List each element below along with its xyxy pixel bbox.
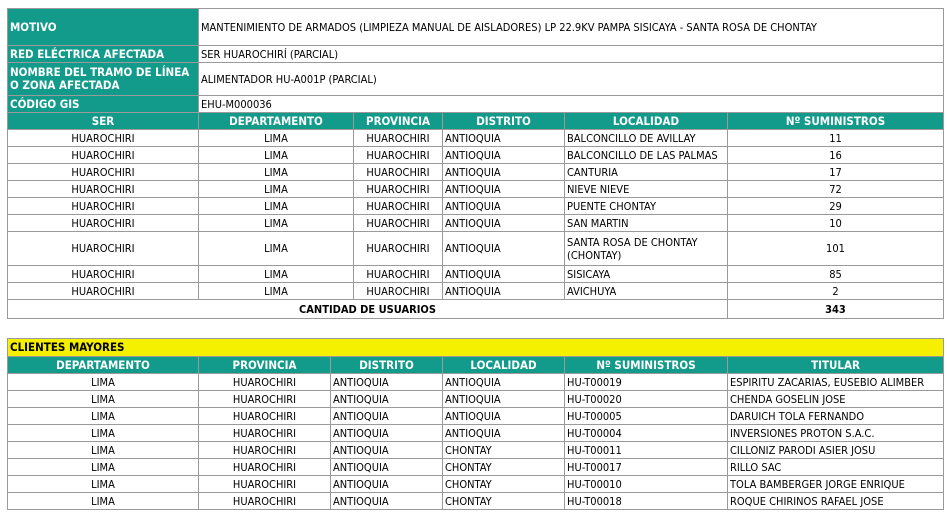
cell-titular: ROQUE CHIRINOS RAFAEL JOSE <box>728 493 944 510</box>
cell-localidad: CHONTAY <box>443 459 565 476</box>
total-label: CANTIDAD DE USUARIOS <box>8 300 728 319</box>
table-row <box>8 493 944 510</box>
table-row <box>8 198 944 215</box>
cell-provincia: HUAROCHIRI <box>199 408 331 425</box>
cell-departamento: LIMA <box>199 181 354 198</box>
cell-titular: CILLONIZ PARODI ASIER JOSU <box>728 442 944 459</box>
table-row <box>8 181 944 198</box>
cell-provincia: HUAROCHIRI <box>354 232 443 266</box>
cell-distrito: ANTIOQUIA <box>331 493 443 510</box>
cell-provincia: HUAROCHIRI <box>199 374 331 391</box>
cell-distrito: ANTIOQUIA <box>443 283 565 300</box>
col-header-suministros: Nº SUMINISTROS <box>565 357 728 374</box>
cell-provincia: HUAROCHIRI <box>354 198 443 215</box>
cell-provincia: HUAROCHIRI <box>199 459 331 476</box>
table-row <box>8 232 944 266</box>
cell-ser: HUAROCHIRI <box>8 232 199 266</box>
cell-distrito: ANTIOQUIA <box>443 147 565 164</box>
cell-titular: TOLA BAMBERGER JORGE ENRIQUE <box>728 476 944 493</box>
motivo-label: MOTIVO <box>8 9 199 46</box>
cell-suministros: HU-T00005 <box>565 408 728 425</box>
cell-distrito: ANTIOQUIA <box>443 232 565 266</box>
cell-suministros: 17 <box>728 164 944 181</box>
cell-localidad: ANTIOQUIA <box>443 374 565 391</box>
cell-distrito: ANTIOQUIA <box>443 181 565 198</box>
red-value: SER HUAROCHIRÍ (PARCIAL) <box>199 46 944 63</box>
cell-departamento: LIMA <box>8 442 199 459</box>
cell-departamento: LIMA <box>8 493 199 510</box>
cell-distrito: ANTIOQUIA <box>331 442 443 459</box>
col-header-provincia: PROVINCIA <box>199 357 331 374</box>
cell-suministros: HU-T00004 <box>565 425 728 442</box>
cell-localidad: AVICHUYA <box>565 283 728 300</box>
cell-departamento: LIMA <box>8 391 199 408</box>
cell-suministros: 72 <box>728 181 944 198</box>
table-row <box>8 130 944 147</box>
cell-departamento: LIMA <box>199 198 354 215</box>
gis-value: EHU-M000036 <box>199 96 944 113</box>
table-row <box>8 283 944 300</box>
tramo-value: ALIMENTADOR HU-A001P (PARCIAL) <box>199 63 944 96</box>
cell-provincia: HUAROCHIRI <box>354 164 443 181</box>
cell-provincia: HUAROCHIRI <box>354 266 443 283</box>
total-row <box>8 300 944 319</box>
cell-provincia: HUAROCHIRI <box>199 442 331 459</box>
cell-suministros: 10 <box>728 215 944 232</box>
total-value: 343 <box>728 300 944 319</box>
cell-titular: DARUICH TOLA FERNANDO <box>728 408 944 425</box>
major-clients-title: CLIENTES MAYORES <box>8 339 944 357</box>
cell-localidad: BALCONCILLO DE LAS PALMAS <box>565 147 728 164</box>
cell-provincia: HUAROCHIRI <box>354 130 443 147</box>
cell-localidad: CHONTAY <box>443 493 565 510</box>
cell-departamento: LIMA <box>8 408 199 425</box>
cell-distrito: ANTIOQUIA <box>443 164 565 181</box>
cell-titular: RILLO SAC <box>728 459 944 476</box>
cell-suministros: HU-T00017 <box>565 459 728 476</box>
table-row <box>8 459 944 476</box>
cell-departamento: LIMA <box>199 147 354 164</box>
cell-ser: HUAROCHIRI <box>8 181 199 198</box>
col-header-localidad: LOCALIDAD <box>443 357 565 374</box>
major-clients-table <box>7 338 944 510</box>
cell-distrito: ANTIOQUIA <box>443 215 565 232</box>
cell-suministros: 101 <box>728 232 944 266</box>
cell-distrito: ANTIOQUIA <box>331 374 443 391</box>
cell-localidad: PUENTE CHONTAY <box>565 198 728 215</box>
gis-label: CÓDIGO GIS <box>8 96 199 113</box>
cell-departamento: LIMA <box>199 232 354 266</box>
cell-localidad: ANTIOQUIA <box>443 408 565 425</box>
cell-distrito: ANTIOQUIA <box>331 408 443 425</box>
col-header-departamento: DEPARTAMENTO <box>8 357 199 374</box>
cell-distrito: ANTIOQUIA <box>331 391 443 408</box>
cell-departamento: LIMA <box>8 374 199 391</box>
cell-departamento: LIMA <box>199 266 354 283</box>
cell-suministros: HU-T00011 <box>565 442 728 459</box>
col-header-ser: SER <box>8 113 199 130</box>
cell-ser: HUAROCHIRI <box>8 283 199 300</box>
cell-titular: CHENDA GOSELIN JOSE <box>728 391 944 408</box>
cell-departamento: LIMA <box>8 476 199 493</box>
cell-localidad: NIEVE NIEVE <box>565 181 728 198</box>
tramo-label: NOMBRE DEL TRAMO DE LÍNEA O ZONA AFECTADA <box>8 63 199 96</box>
cell-distrito: ANTIOQUIA <box>443 266 565 283</box>
cell-provincia: HUAROCHIRI <box>354 181 443 198</box>
cell-suministros: 11 <box>728 130 944 147</box>
cell-titular: INVERSIONES PROTON S.A.C. <box>728 425 944 442</box>
table-row <box>8 164 944 181</box>
cell-departamento: LIMA <box>199 215 354 232</box>
cell-suministros: 85 <box>728 266 944 283</box>
supply-header-row <box>8 113 944 130</box>
cell-departamento: LIMA <box>199 164 354 181</box>
major-clients-header-row <box>8 357 944 374</box>
cell-provincia: HUAROCHIRI <box>199 391 331 408</box>
cell-provincia: HUAROCHIRI <box>354 215 443 232</box>
cell-localidad: SANTA ROSA DE CHONTAY (CHONTAY) <box>565 232 728 266</box>
cell-provincia: HUAROCHIRI <box>199 476 331 493</box>
table-row <box>8 147 944 164</box>
cell-titular: ESPIRITU ZACARIAS, EUSEBIO ALIMBER <box>728 374 944 391</box>
cell-suministros: HU-T00020 <box>565 391 728 408</box>
cell-suministros: 2 <box>728 283 944 300</box>
cell-provincia: HUAROCHIRI <box>354 283 443 300</box>
cell-ser: HUAROCHIRI <box>8 164 199 181</box>
cell-ser: HUAROCHIRI <box>8 215 199 232</box>
cell-distrito: ANTIOQUIA <box>331 476 443 493</box>
cell-provincia: HUAROCHIRI <box>199 493 331 510</box>
table-row <box>8 425 944 442</box>
col-header-departamento: DEPARTAMENTO <box>199 113 354 130</box>
col-header-titular: TITULAR <box>728 357 944 374</box>
table-row <box>8 442 944 459</box>
cell-localidad: CHONTAY <box>443 442 565 459</box>
col-header-distrito: DISTRITO <box>331 357 443 374</box>
cell-localidad: SISICAYA <box>565 266 728 283</box>
col-header-suministros: Nº SUMINISTROS <box>728 113 944 130</box>
cell-distrito: ANTIOQUIA <box>443 130 565 147</box>
cell-departamento: LIMA <box>199 283 354 300</box>
cell-ser: HUAROCHIRI <box>8 130 199 147</box>
motivo-value: MANTENIMIENTO DE ARMADOS (LIMPIEZA MANUAL DE AISLADORES) LP 22.9KV PAMPA SISICAYA - SANTA ROSA DE CHONTAY <box>199 9 944 46</box>
cell-ser: HUAROCHIRI <box>8 147 199 164</box>
cell-provincia: HUAROCHIRI <box>354 147 443 164</box>
table-row <box>8 391 944 408</box>
cell-localidad: CANTURIA <box>565 164 728 181</box>
cell-departamento: LIMA <box>8 459 199 476</box>
cell-ser: HUAROCHIRI <box>8 266 199 283</box>
cell-suministros: 16 <box>728 147 944 164</box>
supply-info-table <box>7 8 944 319</box>
col-header-localidad: LOCALIDAD <box>565 113 728 130</box>
table-row <box>8 408 944 425</box>
cell-suministros: 29 <box>728 198 944 215</box>
cell-distrito: ANTIOQUIA <box>331 459 443 476</box>
cell-departamento: LIMA <box>8 425 199 442</box>
cell-suministros: HU-T00019 <box>565 374 728 391</box>
table-row <box>8 476 944 493</box>
col-header-provincia: PROVINCIA <box>354 113 443 130</box>
table-row <box>8 215 944 232</box>
cell-suministros: HU-T00010 <box>565 476 728 493</box>
cell-localidad: ANTIOQUIA <box>443 425 565 442</box>
red-label: RED ELÉCTRICA AFECTADA <box>8 46 199 63</box>
cell-suministros: HU-T00018 <box>565 493 728 510</box>
cell-departamento: LIMA <box>199 130 354 147</box>
table-row <box>8 374 944 391</box>
cell-distrito: ANTIOQUIA <box>331 425 443 442</box>
table-row <box>8 266 944 283</box>
cell-localidad: ANTIOQUIA <box>443 391 565 408</box>
cell-localidad: SAN MARTIN <box>565 215 728 232</box>
col-header-distrito: DISTRITO <box>443 113 565 130</box>
cell-provincia: HUAROCHIRI <box>199 425 331 442</box>
cell-ser: HUAROCHIRI <box>8 198 199 215</box>
cell-localidad: BALCONCILLO DE AVILLAY <box>565 130 728 147</box>
cell-distrito: ANTIOQUIA <box>443 198 565 215</box>
cell-localidad: CHONTAY <box>443 476 565 493</box>
